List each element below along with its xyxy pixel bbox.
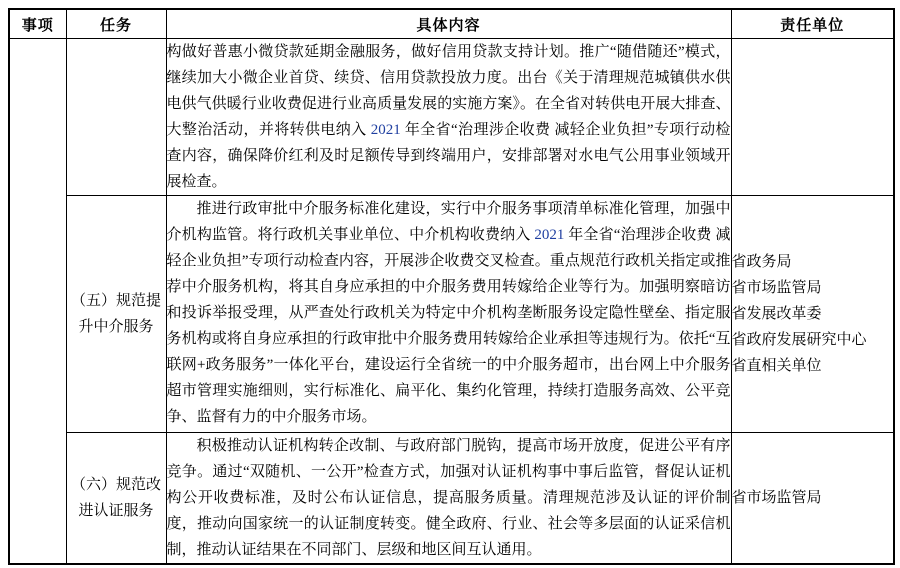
- policy-task-table: [8, 8, 895, 565]
- unit-item: 省发展改革委: [731, 306, 822, 322]
- unit-item: 省直相关单位: [731, 358, 822, 374]
- header-cell-task: 任务: [66, 9, 166, 39]
- unit-cell-row1: [731, 39, 894, 196]
- header-cell-unit: 责任单位: [731, 9, 894, 39]
- header-cell-content: 具体内容: [166, 9, 731, 39]
- year-highlight: 2021: [370, 122, 401, 138]
- unit-cell-row2: [731, 196, 894, 433]
- unit-item: 省市场监管局: [731, 280, 822, 296]
- unit-item: 省政府发展研究中心: [731, 332, 867, 348]
- content-cell-row2: [166, 196, 731, 433]
- header-cell-item: 事项: [9, 9, 66, 39]
- content-text: 推进行政审批中介服务标准化建设，实行中介服务事项清单标准化管理，加强中介机构监管。将行政机关事业单位、中介机构收费纳入: [166, 201, 731, 243]
- content-paragraph: [167, 39, 731, 195]
- content-text: 积极推动认证机构转企改制、与政府部门脱钩，提高市场开放度，促进公平有序竞争。通过“双随机、一公开”检查方式，加强对认证机构事中事后监管，督促认证机构公开收费标准，及时公布认证信息，提高服务质量。清理规范涉及认证的评价制度，推动向国家统一的认证制度转变。健全政府、行业、社会等多层面的认证采信机制，推动认证结果在不同部门、层级和地区间互认通用。: [166, 438, 731, 558]
- unit-cell-row3: [731, 433, 894, 565]
- table-row: [9, 39, 894, 196]
- content-text: 年全省“治理涉企收费 减轻企业负担”专项行动检查内容，确保降价红利及时足额传导到终端用户，安排部署对水电气公用事业领域开展检查。: [166, 122, 731, 190]
- content-text: 年全省“治理涉企收费 减轻企业负担”专项行动检查内容，开展涉企收费交叉检查。重点规范行政机关指定或推荐中介服务机构，将其自身应承担的中介服务费用转嫁给企业等行为。加强明察暗访和投诉举报受理，从严查处行政机关为特定中介机构垄断服务设定隐性壁垒、指定服务机构或将自身应承担的行政审批中介服务费用转嫁给企业承担等违规行为。依托“互联网+政务服务”一体化平台，建设运行全省统一的中介服务超市，出台网上中介服务超市管理实施细则，实行标准化、扁平化、集约化管理，持续打造服务高效、公平竞争、监督有力的中介服务市场。: [166, 227, 731, 425]
- table-header-row: [9, 9, 894, 39]
- task-cell-intermediary-services: （五）规范提升中介服务: [66, 196, 166, 433]
- content-text: 构做好普惠小微贷款延期金融服务，做好信用贷款支持计划。推广“随借随还”模式，继续加大小微企业首贷、续贷、信用贷款投放力度。出台《关于清理规范城镇供水供电供气供暖行业收费促进行业高质量发展的实施方案》。在全省对转供电开展大排查、大整治活动，并将转供电纳入: [166, 44, 731, 138]
- table-row: [9, 196, 894, 433]
- unit-item: 省政务局: [731, 254, 792, 270]
- content-paragraph: [167, 196, 731, 430]
- task-cell-continuation: [66, 39, 166, 196]
- task-cell-certification-services: （六）规范改进认证服务: [66, 433, 166, 565]
- item-cell-empty: [9, 39, 66, 565]
- unit-item: 省市场监管局: [731, 490, 822, 506]
- content-cell-row1: [166, 39, 731, 196]
- content-paragraph: [167, 433, 731, 563]
- table-row: [9, 433, 894, 565]
- content-cell-row3: [166, 433, 731, 565]
- year-highlight: 2021: [534, 227, 565, 243]
